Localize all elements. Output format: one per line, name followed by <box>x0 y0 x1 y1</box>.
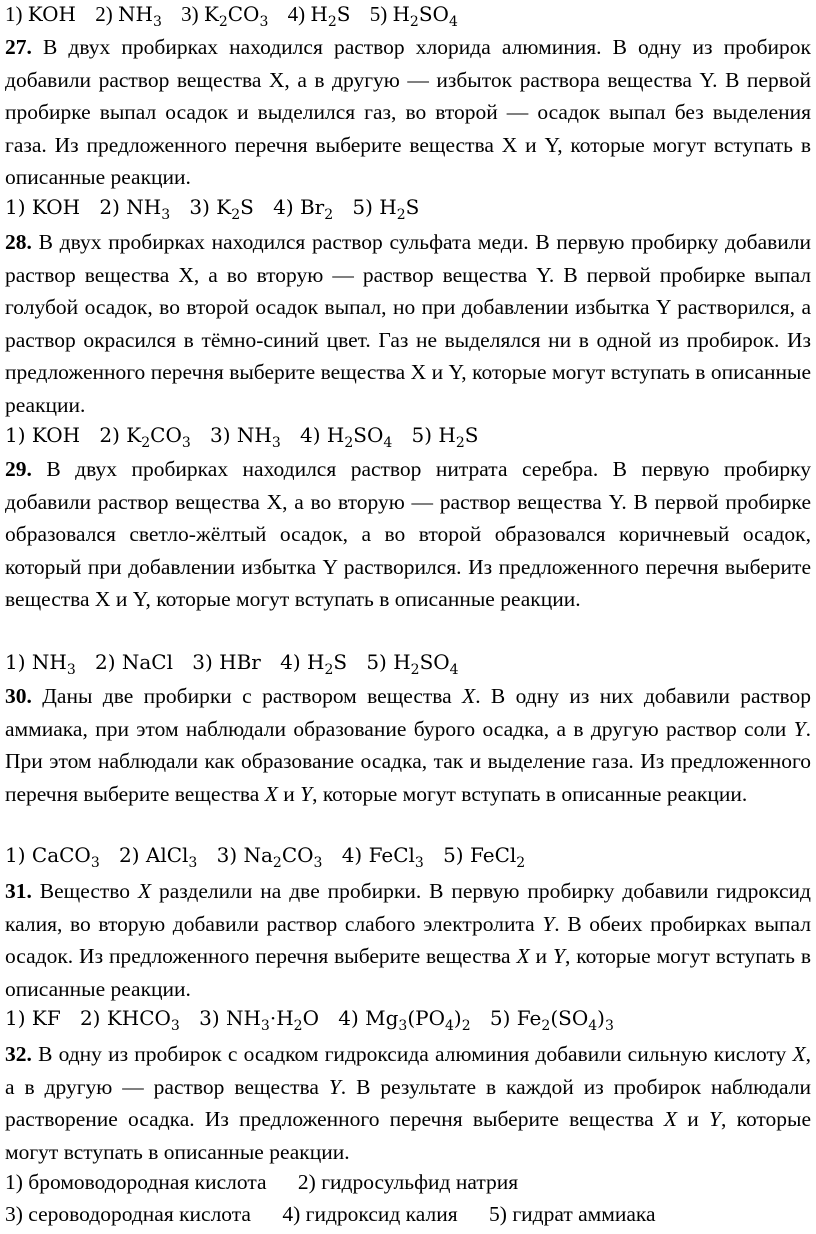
question-30-options <box>5 841 811 869</box>
question-31: 31. Вещество X разделили на две пробирки. В первую пробирку добавили гидроксид калия, во вторую добавили раствор слабого электролита Y. В обеих пробирках выпал осадок. Из предложенного перечня выберите вещества X и Y, которые могут вступать в описанные реакции. <box>5 879 811 1001</box>
question-number: 28. <box>5 230 32 254</box>
question-27 <box>5 31 811 194</box>
option-2: 2) $K_2CO_3$ <box>99 423 191 451</box>
option-5: 5) $H_2S$ <box>352 195 420 223</box>
option-1: 1) KOH <box>5 423 81 447</box>
option-3: 3) HBr <box>192 650 261 674</box>
option-3: 3) сероводородная кислота <box>5 1202 251 1226</box>
option-5: 5) $H_2SO_4$ <box>369 2 458 30</box>
option-1: 1) бромоводородная кислота <box>5 1170 267 1194</box>
question-number: 32. <box>5 1042 32 1066</box>
question-32-options-row-1 <box>5 1167 544 1197</box>
question-29-options <box>5 648 811 676</box>
var-x: X <box>462 684 476 708</box>
question-30: 30. Даны две пробирки с раствором вещества X. В одну из них добавили раствор аммиака, при этом наблюдали образование бурого осадка, а в другую раствор соли Y. При этом наблюдали как образование осадка, так и выделение газа. Из предложенного перечня выберите вещества X и Y, которые могут вступать в описанные реакции. <box>5 684 811 806</box>
question-27-options <box>5 193 811 221</box>
question-text: В двух пробирках находился раствор сульфата меди. В первую пробирку добавили раствор вещества X, а во вторую — раствор вещества Y. В первой пробирке выпал голубой осадок, во второй осадок выпал, но при добавлении избытка Y растворился, а раствор окрасился в тёмно-синий цвет. Газ не выделялся ни в одной из пробирок. Из предложенного перечня выберите вещества X и Y, которые могут вступать в описанные реакции. <box>5 230 812 417</box>
option-2: 2) $NH_3$ <box>99 195 171 223</box>
prev-question-options <box>5 0 811 28</box>
option-3: 3) $NH_3\cdot H_2O$ <box>199 1006 319 1034</box>
option-1: 1) KOH <box>5 2 76 26</box>
option-4: 4) FeCl$_3$ <box>341 843 424 871</box>
question-text: В двух пробирках находился раствор хлорида алюминия. В одну из пробирок добавили раствор вещества X, а в другую — избыток раствора вещества Y. В первой пробирке выпал осадок и выделился газ, во второй — осадок выпал без выделения газа. Из предложенного перечня выберите вещества X и Y, которые могут вступать в описанные реакции. <box>5 35 811 189</box>
option-1: 1) CaCO$_3$ <box>5 843 100 871</box>
option-5: 5) $Fe_2(SO_4)_3$ <box>489 1006 614 1034</box>
question-32-options-row-2 <box>5 1199 682 1229</box>
option-4: 4) $H_2S$ <box>280 650 348 678</box>
option-5: 5) $H_2S$ <box>411 423 479 451</box>
option-4: 4) $H_2S$ <box>287 2 351 30</box>
option-2: 2) гидросульфид натрия <box>297 1170 519 1194</box>
option-1: 1) $NH_3$ <box>5 650 76 678</box>
option-4: 4) $Mg_3(PO_4)_2$ <box>338 1006 471 1034</box>
option-5: 5) гидрат аммиака <box>489 1202 656 1226</box>
option-3: 3) $Na_2CO_3$ <box>216 843 323 871</box>
question-text: В двух пробирках находился раствор нитрата серебра. В первую пробирку добавили раствор вещества X, а во вторую — раствор вещества Y. В первой пробирке образовался светло-жёлтый осадок, а во второй образовался коричневый осадок, который при добавлении избытка Y растворился. Из предложенного перечня выберите вещества X и Y, которые могут вступать в описанные реакции. <box>5 457 812 611</box>
question-28 <box>5 226 811 421</box>
var-y: Y <box>793 716 806 741</box>
question-number: 31. <box>5 879 32 903</box>
question-28-options <box>5 421 811 449</box>
option-2: 2) $KHCO_3$ <box>79 1006 180 1034</box>
question-29 <box>5 453 811 616</box>
option-3: 3) $K_2S$ <box>189 195 254 223</box>
question-number: 27. <box>5 35 32 59</box>
question-number: 29. <box>5 457 32 481</box>
option-4: 4) гидроксид калия <box>282 1202 458 1226</box>
option-1: 1) KF <box>5 1006 61 1030</box>
option-2: 2) $NH_3$ <box>95 2 162 30</box>
option-4: 4) $H_2SO_4$ <box>300 423 393 451</box>
option-4: 4) $Br_2$ <box>273 195 334 223</box>
option-5: 5) FeCl$_2$ <box>443 843 526 871</box>
option-5: 5) $H_2SO_4$ <box>366 650 459 678</box>
option-3: 3) $NH_3$ <box>210 423 281 451</box>
option-3: 3) $K_2CO_3$ <box>181 2 269 30</box>
option-2: 2) NaCl <box>95 650 174 674</box>
option-1: 1) KOH <box>5 195 81 219</box>
option-2: 2) AlCl$_3$ <box>118 843 198 871</box>
question-number: 30. <box>5 684 32 708</box>
question-32: 32. В одну из пробирок с осадком гидроксида алюминия добавили сильную кислоту X, а в другую — раствор вещества Y. В результате в каждой из пробирок наблюдали растворение осадка. Из предложенного перечня выберите вещества X и Y, которые могут вступать в описанные реакции. <box>5 1042 812 1164</box>
question-31-options <box>5 1004 811 1032</box>
